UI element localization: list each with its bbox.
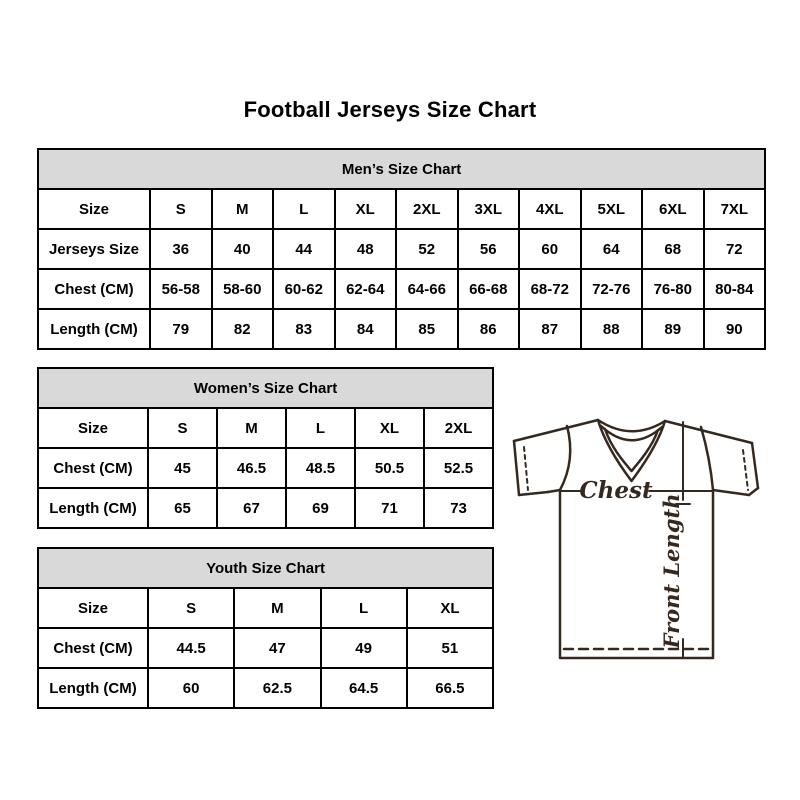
cell: XL (355, 408, 424, 448)
cell: 58-60 (212, 269, 274, 309)
table-row (38, 309, 765, 349)
cell: 64-66 (396, 269, 458, 309)
jersey-measurement-diagram (503, 396, 775, 672)
cell: 67 (217, 488, 286, 528)
cell: 52.5 (424, 448, 493, 488)
cell: 44 (273, 229, 335, 269)
cell: 60-62 (273, 269, 335, 309)
table-header-row (38, 368, 493, 408)
table-row (38, 408, 493, 448)
cell: 45 (148, 448, 217, 488)
cell: 50.5 (355, 448, 424, 488)
table-header-row (38, 548, 493, 588)
cell: 47 (234, 628, 320, 668)
cell: 85 (396, 309, 458, 349)
cell: XL (407, 588, 493, 628)
cell: 2XL (396, 189, 458, 229)
cell: L (273, 189, 335, 229)
youth-table-title: Youth Size Chart (38, 548, 493, 588)
cell: 84 (335, 309, 397, 349)
table-row (38, 229, 765, 269)
row-label: Size (38, 588, 148, 628)
cell: L (321, 588, 407, 628)
row-label: Chest (CM) (38, 269, 150, 309)
cell: 73 (424, 488, 493, 528)
chest-measure-label: Chest (579, 477, 653, 504)
youth-size-table (37, 547, 494, 709)
cell: 56-58 (150, 269, 212, 309)
cell: 7XL (704, 189, 766, 229)
table-row (38, 269, 765, 309)
row-label: Length (CM) (38, 309, 150, 349)
cell: L (286, 408, 355, 448)
cell: 49 (321, 628, 407, 668)
cell: 87 (519, 309, 581, 349)
cell: 90 (704, 309, 766, 349)
row-label: Length (CM) (38, 668, 148, 708)
cell: 83 (273, 309, 335, 349)
table-row (38, 628, 493, 668)
cell: 64.5 (321, 668, 407, 708)
cell: 80-84 (704, 269, 766, 309)
cell: 86 (458, 309, 520, 349)
row-label: Chest (CM) (38, 448, 148, 488)
cell: 5XL (581, 189, 643, 229)
cell: 65 (148, 488, 217, 528)
cell: 52 (396, 229, 458, 269)
table-row (38, 488, 493, 528)
row-label: Chest (CM) (38, 628, 148, 668)
cell: 88 (581, 309, 643, 349)
table-header-row (38, 149, 765, 189)
cell: M (212, 189, 274, 229)
cell: S (148, 408, 217, 448)
mens-size-table (37, 148, 766, 350)
cell: S (148, 588, 234, 628)
cell: 89 (642, 309, 704, 349)
cell: 71 (355, 488, 424, 528)
cell: 68-72 (519, 269, 581, 309)
row-label: Jerseys Size (38, 229, 150, 269)
cell: S (150, 189, 212, 229)
table-row (38, 668, 493, 708)
cell: 82 (212, 309, 274, 349)
cell: 46.5 (217, 448, 286, 488)
cell: M (234, 588, 320, 628)
womens-size-table (37, 367, 494, 529)
cell: 60 (148, 668, 234, 708)
row-label: Length (CM) (38, 488, 148, 528)
cell: 48.5 (286, 448, 355, 488)
row-label: Size (38, 189, 150, 229)
cell: 69 (286, 488, 355, 528)
cell: 51 (407, 628, 493, 668)
cell: 76-80 (642, 269, 704, 309)
cell: XL (335, 189, 397, 229)
cell: 62-64 (335, 269, 397, 309)
cell: 3XL (458, 189, 520, 229)
mens-table-title: Men’s Size Chart (38, 149, 765, 189)
cell: 56 (458, 229, 520, 269)
table-row (38, 588, 493, 628)
cell: 66-68 (458, 269, 520, 309)
cell: 68 (642, 229, 704, 269)
cell: 60 (519, 229, 581, 269)
womens-table-title: Women’s Size Chart (38, 368, 493, 408)
cell: 36 (150, 229, 212, 269)
cell: 72 (704, 229, 766, 269)
cell: 64 (581, 229, 643, 269)
table-row (38, 448, 493, 488)
cell: 79 (150, 309, 212, 349)
cell: M (217, 408, 286, 448)
front-length-measure-label: Front Length (659, 493, 684, 649)
cell: 40 (212, 229, 274, 269)
cell: 62.5 (234, 668, 320, 708)
table-row (38, 189, 765, 229)
cell: 66.5 (407, 668, 493, 708)
cell: 6XL (642, 189, 704, 229)
row-label: Size (38, 408, 148, 448)
cell: 4XL (519, 189, 581, 229)
cell: 44.5 (148, 628, 234, 668)
jersey-diagram-icon (503, 396, 775, 672)
cell: 2XL (424, 408, 493, 448)
cell: 72-76 (581, 269, 643, 309)
cell: 48 (335, 229, 397, 269)
page-title: Football Jerseys Size Chart (243, 97, 537, 122)
